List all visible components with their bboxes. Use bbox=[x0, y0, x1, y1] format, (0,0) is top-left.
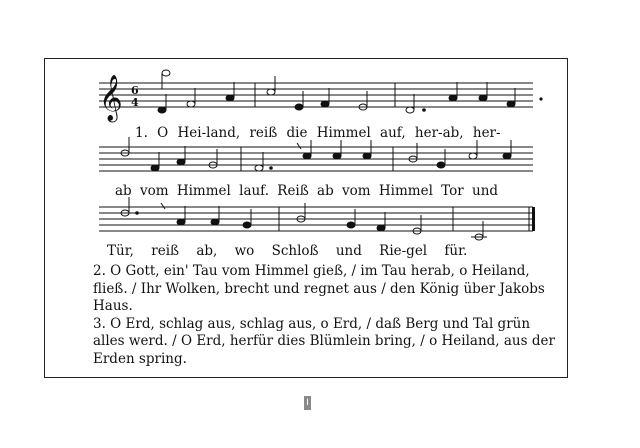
staff-2 bbox=[99, 147, 533, 171]
final-barline bbox=[532, 207, 535, 231]
song-sheet bbox=[44, 58, 568, 378]
lyrics-line-2: ab vom Himmel lauf. Reiß ab vom Himmel Tor und bbox=[115, 183, 499, 199]
page-marker: I bbox=[304, 396, 311, 410]
verse-3: 3. O Erd, schlag aus, schlag aus, o Erd, / daß Berg und Tal grün alles werd. / O Erd, herfür dies Blümlein bring, / o Heiland, aus der Erden spring. bbox=[93, 315, 555, 367]
staff-3 bbox=[99, 207, 533, 231]
staff-2-notes bbox=[121, 137, 511, 171]
time-signature-top: 6 bbox=[131, 84, 139, 97]
verses bbox=[93, 263, 563, 368]
lyrics-line-3: Tür, reiß ab, wo Schloß und Rie-gel für. bbox=[107, 243, 468, 259]
music-score bbox=[45, 59, 569, 259]
staff-1 bbox=[99, 83, 533, 107]
time-signature-bottom: 4 bbox=[131, 96, 139, 109]
verse-2: 2. O Gott, ein' Tau vom Himmel gieß, / im Tau herab, o Heiland, fließ. / Ihr Wolken, brecht und regnet aus / den König über Jakobs Haus. bbox=[93, 263, 545, 314]
lyrics-line-1: 1. O Hei-land, reiß die Himmel auf, her-ab, her- bbox=[135, 125, 501, 141]
treble-clef-icon: 𝄞 bbox=[99, 75, 123, 121]
